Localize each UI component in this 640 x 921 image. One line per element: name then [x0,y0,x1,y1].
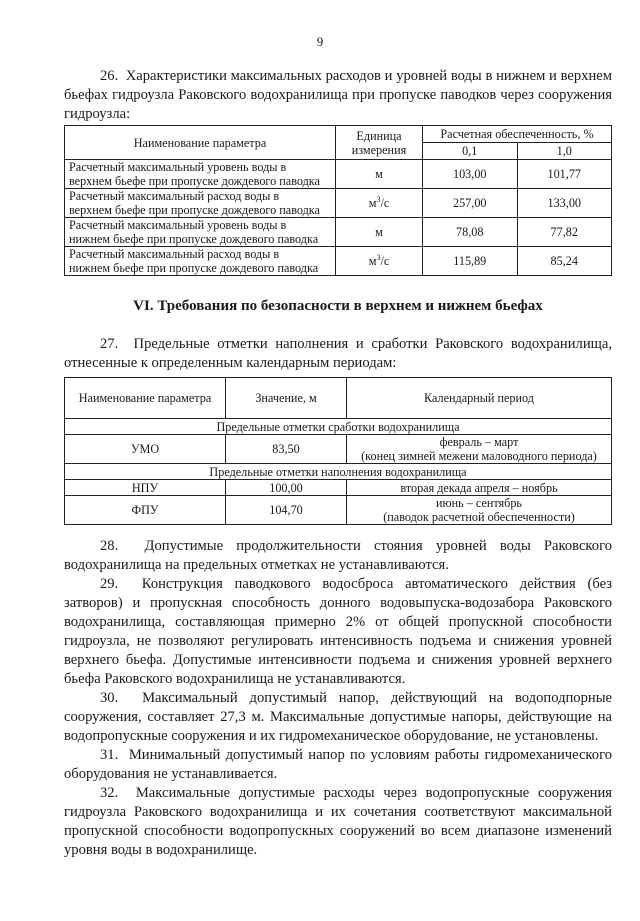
row-param: Расчетный максимальный расход воды в верхнем бьефе при пропуске дождевого паводка [65,189,336,218]
row-param: Расчетный максимальный расход воды в нижнем бьефе при пропуске дождевого паводка [65,247,336,276]
header-probability: Расчетная обеспеченность, % [423,126,612,143]
row-param: ФПУ [65,496,226,525]
paragraph-32: 32. Максимальные допустимые расходы через водопропускные сооружения гидроузла Раковского водохранилища и их сочетания соответствуют максимальной пропускной способности водопропускных сооружений во всем диапазоне изменений уровня воды в водохранилище. [64,785,612,858]
header-p1: 0,1 [423,143,518,160]
row-period: июнь – сентябрь (паводок расчетной обеспеченности) [347,496,612,525]
row-unit: м [336,160,423,189]
header-param-name: Наименование параметра [65,126,336,160]
row-value-p1: 115,89 [423,247,518,276]
row-period: вторая декада апреля – ноябрь [347,480,612,496]
row-value: 83,50 [226,435,347,464]
row-unit: $м^3/с$ [336,189,423,218]
paragraph-29: 29. Конструкция паводкового водосброса автоматического действия (без затворов) и пропускная способность донного водовыпуска-водозабора Раковского водохранилища, составляющая примерно 2% от общей пропускной способности гидроузла, не позволяют регулировать интенсивность подъема и снижения уровней верхнего бьефа. Допустимые интенсивности подъема и снижения уровней верхнего бьефа Раковского водохранилища не устанавливаются. [64,576,612,687]
row-value-p2: 101,77 [517,160,612,189]
paragraph-31: 31. Минимальный допустимый напор по условиям работы гидромеханического оборудования не устанавливается. [64,747,612,782]
header-value: Значение, м [226,378,347,419]
paragraph-28: 28. Допустимые продолжительности стояния уровней воды Раковского водохранилища на предельных отметках не устанавливаются. [64,538,612,573]
paragraph-30: 30. Максимальный допустимый напор, действующий на водоподпорные сооружения, составляет 27,3 м. Максимальные допустимые напоры, действующие на водопропускные сооружения и их гидромеханическое оборудование, не установлены. [64,690,612,744]
table-flood-characteristics [64,125,612,276]
row-value-p2: 85,24 [517,247,612,276]
table-row [65,480,612,496]
section-filling: Предельные отметки наполнения водохранилища [65,464,612,480]
header-unit: Единица измерения [336,126,423,160]
section-drawdown: Предельные отметки сработки водохранилища [65,419,612,435]
table-row [65,496,612,525]
header-param-name: Наименование параметра [65,378,226,419]
paragraph-27: 27. Предельные отметки наполнения и сработки Раковского водохранилища, отнесенные к определенным календарным периодам: [64,336,612,371]
row-value-p2: 77,82 [517,218,612,247]
header-p2: 1,0 [517,143,612,160]
row-param: Расчетный максимальный уровень воды в верхнем бьефе при пропуске дождевого паводка [65,160,336,189]
table-row [65,160,612,189]
row-value: 100,00 [226,480,347,496]
row-value: 104,70 [226,496,347,525]
table-header-row [65,378,612,419]
section-heading: VI. Требования по безопасности в верхнем и нижнем бьефах [133,298,543,314]
header-period: Календарный период [347,378,612,419]
row-value-p2: 133,00 [517,189,612,218]
row-param: Расчетный максимальный уровень воды в нижнем бьефе при пропуске дождевого паводка [65,218,336,247]
row-param: НПУ [65,480,226,496]
row-value-p1: 103,00 [423,160,518,189]
table-row [65,435,612,464]
row-unit: $м^3/с$ [336,247,423,276]
row-unit: м [336,218,423,247]
table-level-marks [64,377,612,525]
paragraph-26: 26. Характеристики максимальных расходов и уровней воды в нижнем и верхнем бьефах гидроузла Раковского водохранилища при пропуске паводков через сооружения гидроузла: [64,68,612,122]
row-value-p1: 257,00 [423,189,518,218]
row-param: УМО [65,435,226,464]
table-section-row [65,464,612,480]
row-value-p1: 78,08 [423,218,518,247]
page-number: 9 [316,34,324,49]
table-row [65,218,612,247]
table-header-row [65,126,612,143]
row-period: февраль – март (конец зимней межени маловодного периода) [347,435,612,464]
table-row [65,189,612,218]
table-row [65,247,612,276]
table-section-row [65,419,612,435]
